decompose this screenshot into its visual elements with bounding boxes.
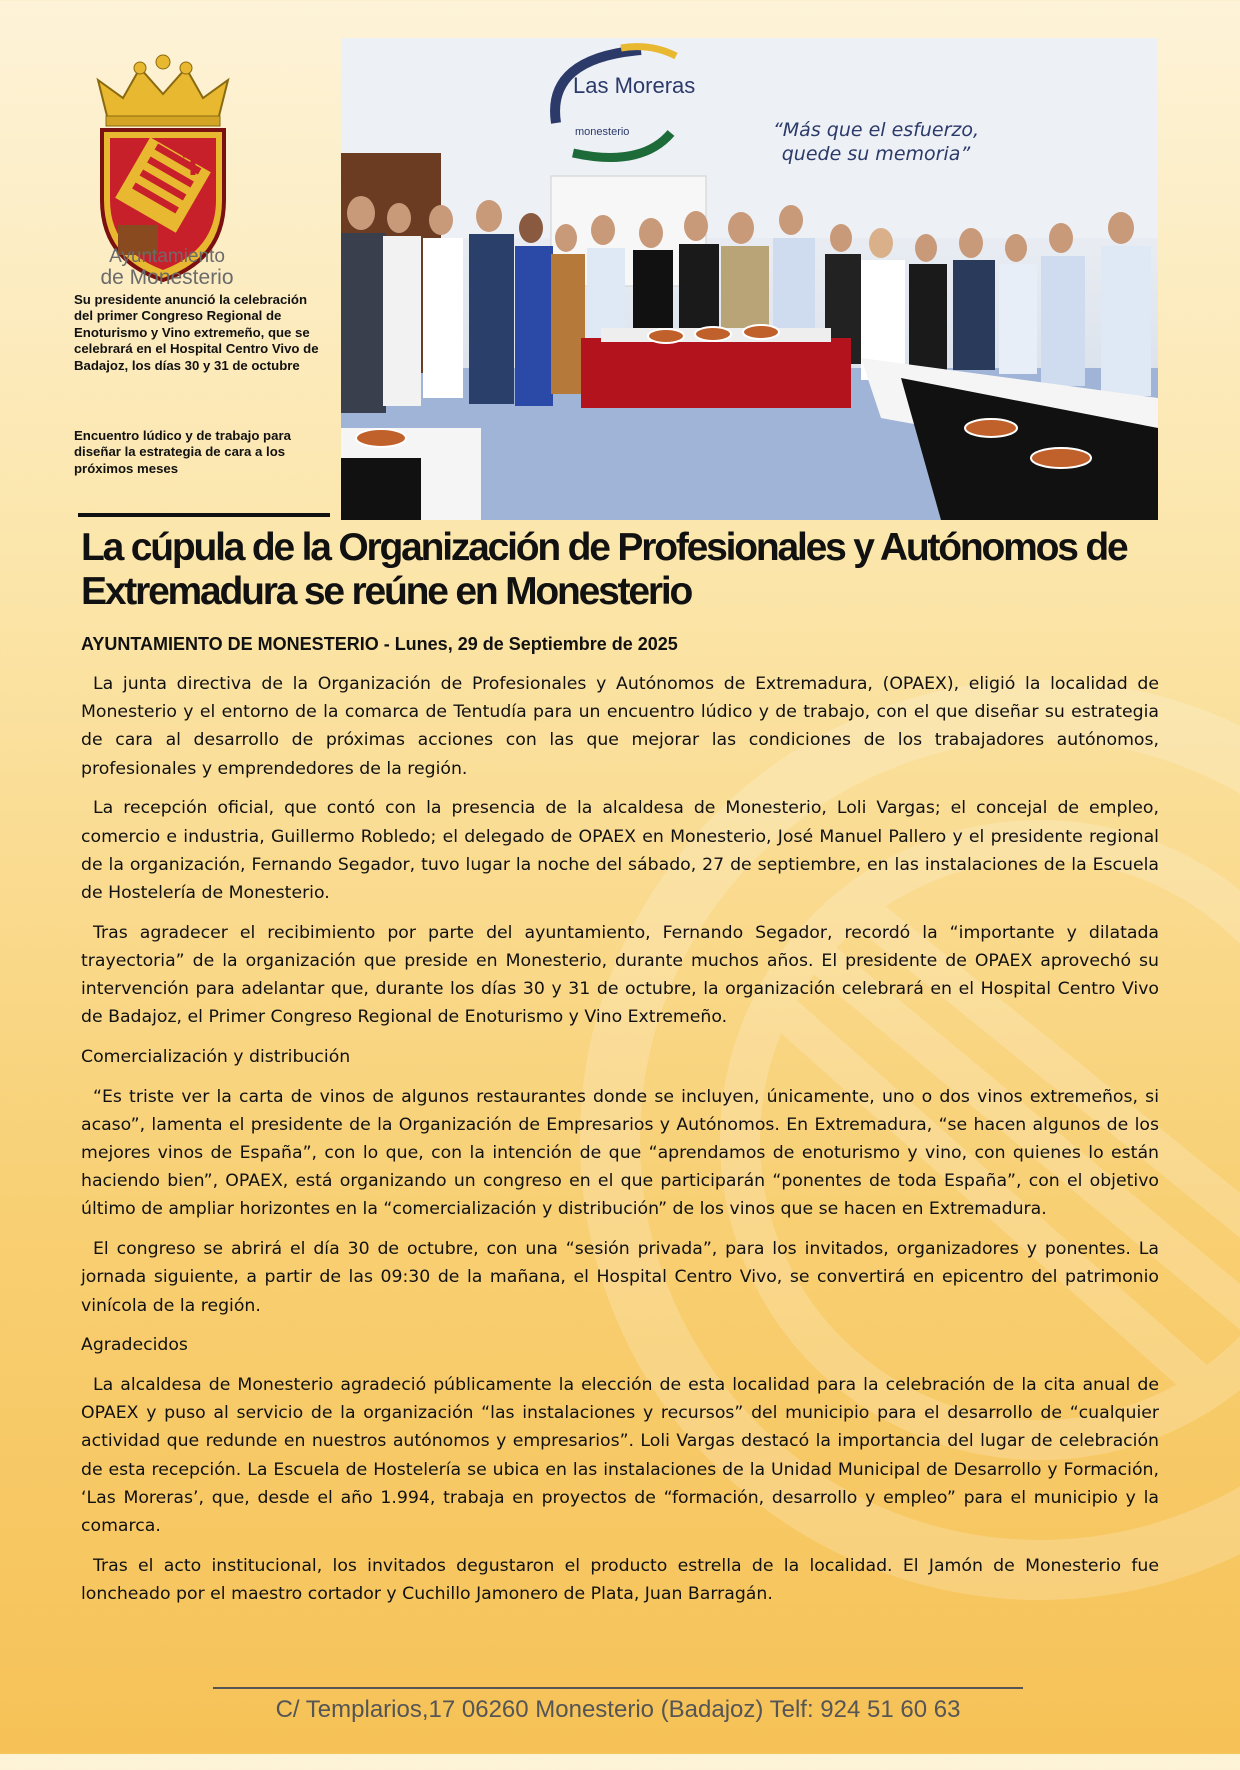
article-paragraph: Tras agradecer el recibimiento por parte del ayuntamiento, Fernando Segador, recordó la “importante y dilatada trayectoria” de la organización que preside en Monesterio, durante muchos años. El presidente de OPAEX aprovechó su intervención para adelantar que, durante los días 30 y 31 de octubre, la organización celebrará en el Hospital Centro Vivo de Badajoz, el Primer Congreso Regional de Enoturismo y Vino Extremeño.	[81, 922, 1159, 1028]
footer-address: C/ Templarios,17 06260 Monesterio (Badajoz) Telf: 924 51 60 63	[275, 1696, 961, 1723]
photo-banner-logo-name: Las Moreras	[573, 73, 696, 98]
photo-quote-line2: quede su memoria”	[781, 143, 971, 165]
article-paragraph: La alcaldesa de Monesterio agradeció públicamente la elección de esta localidad para la celebración de la cita anual de OPAEX y puso al servicio de la organización “las instalaciones y recursos” del municipio para el desarrollo de “cualquier actividad que redunde en nuestros autónomos y empresarios”. Loli Vargas destacó la importancia del lugar de celebración de esta recepción. La Escuela de Hostelería se ubica en las instalaciones de la Unidad Municipal de Desarrollo y Formación, ‘Las Moreras’, que, desde el año 1.994, trabaja en proyectos de “formación, desarrollo y empleo” para el municipio y la comarca.	[81, 1374, 1159, 1536]
article-body	[81, 670, 1159, 1620]
council-logo-text-line1: Ayuntamiento	[109, 246, 225, 267]
council-logo-text-line2: de Monesterio	[100, 266, 234, 289]
article-subheading: Comercialización y distribución	[81, 1046, 351, 1067]
article-paragraph: Tras el acto institucional, los invitados degustaron el producto estrella de la localidad. El Jamón de Monesterio fue loncheado por el maestro cortador y Cuchillo Jamonero de Plata, Juan Barragán.	[81, 1555, 1159, 1604]
footer-rule	[213, 1687, 1023, 1689]
article-subheading: Agradecidos	[81, 1335, 188, 1356]
sidebar-note-congress: Su presidente anunció la celebración del primer Congreso Regional de Enoturismo y Vino extremeño, que se celebrará en el Hospital Centro Vivo de Badajoz, los días 30 y 31 de octubre	[74, 292, 319, 373]
photo-banner-logo-sub: monesterio	[575, 126, 630, 138]
article-paragraph: La junta directiva de la Organización de Profesionales y Autónomos de Extremadura, (OPAEX), eligió la localidad de Monesterio y el entorno de la comarca de Tentudía para un encuentro lúdico y de trabajo, con el que diseñar su estrategia de cara al desarrollo de próximas acciones con las que mejorar las condiciones de los trabajadores autónomos, profesionales y emprendedores de la región.	[81, 674, 1159, 779]
article-paragraph: “Es triste ver la carta de vinos de algunos restaurantes donde se incluyen, únicamente, uno o dos vinos extremeños, si acaso”, lamenta el presidente de la Organización de Empresarios y Autónomos. En Extremadura, “se hacen algunos de los mejores vinos de España”, con lo que, con la intención de que “aprendamos de enoturismo y vino, con quienes lo están haciendo bien”, OPAEX, está organizando un congreso en el que participarán “ponentes de toda España”, con el objetivo último de ampliar horizontes en la “comercialización y distribución” de los vinos que se hacen en Extremadura.	[81, 1086, 1159, 1220]
article-paragraph: El congreso se abrirá el día 30 de octubre, con una “sesión privada”, para los invitados, organizadores y ponentes. La jornada siguiente, a partir de las 09:30 de la mañana, el Hospital Centro Vivo, se convertirá en epicentro del patrimonio vinícola de la región.	[81, 1239, 1159, 1316]
sidebar-separator	[78, 513, 330, 517]
sidebar-note-meeting: Encuentro lúdico y de trabajo para diseñar la estrategia de cara a los próximos meses	[74, 428, 291, 476]
article-headline: La cúpula de la Organización de Profesionales y Autónomos de Extremadura se reúne en Monesterio	[81, 526, 1127, 613]
photo-banner-quote	[771, 118, 981, 166]
article-paragraph: La recepción oficial, que contó con la presencia de la alcaldesa de Monesterio, Loli Vargas; el concejal de empleo, comercio e industria, Guillermo Robledo; el delegado de OPAEX en Monesterio, José Manuel Pallero y el presidente regional de la organización, Fernando Segador, tuvo lugar la noche del sábado, 27 de septiembre, en las instalaciones de la Escuela de Hostelería de Monesterio.	[81, 798, 1159, 903]
article-byline: AYUNTAMIENTO DE MONESTERIO - Lunes, 29 de Septiembre de 2025	[81, 634, 678, 654]
group-photo	[341, 38, 1158, 520]
photo-quote-line1: “Más que el esfuerzo,	[772, 119, 980, 141]
